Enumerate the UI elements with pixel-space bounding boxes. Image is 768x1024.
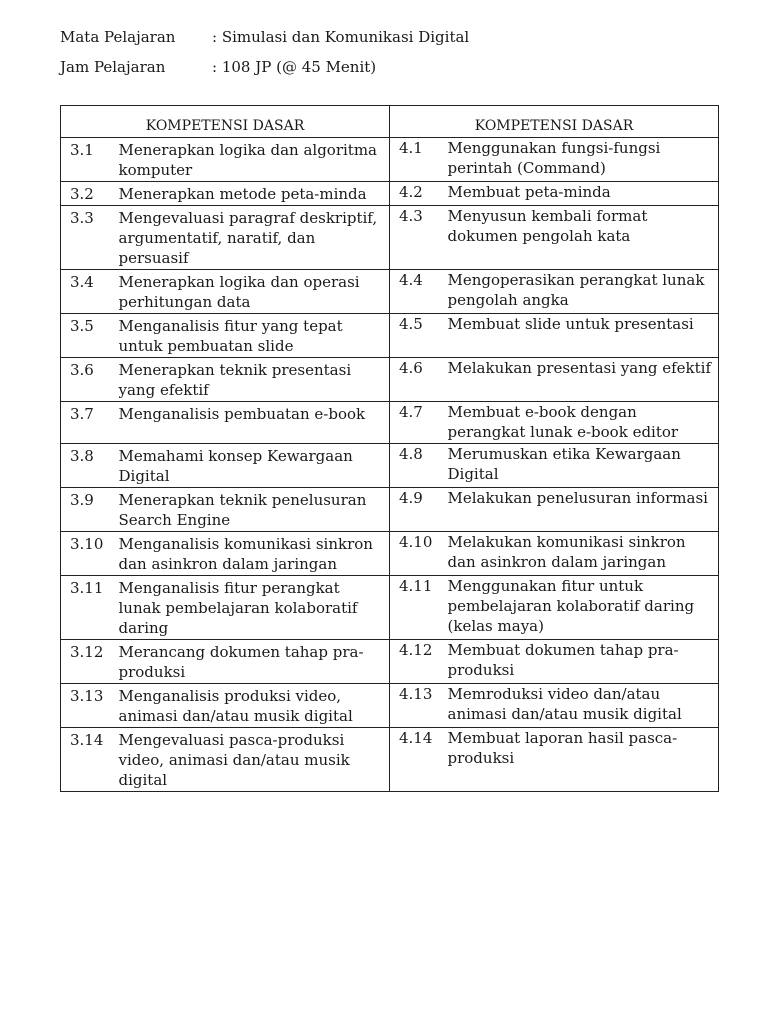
column-header-right: KOMPETENSI DASAR xyxy=(390,106,719,138)
left-kd-number: 3.7 xyxy=(61,402,115,444)
table-row xyxy=(61,182,719,206)
left-kd-number: 3.10 xyxy=(61,532,115,576)
table-row xyxy=(61,402,719,444)
hours-value: : 108 JP (@ 45 Menit) xyxy=(212,58,377,76)
right-kd-text: Membuat laporan hasil pasca-produksi xyxy=(444,728,719,792)
right-kd-text: Menyusun kembali format dokumen pengolah kata xyxy=(444,206,719,270)
left-kd-number: 3.3 xyxy=(61,206,115,270)
left-kd-number: 3.13 xyxy=(61,684,115,728)
right-kd-text: Menggunakan fitur untuk pembelajaran kolaboratif daring (kelas maya) xyxy=(444,576,719,640)
right-kd-number: 4.6 xyxy=(390,358,444,402)
right-kd-text: Melakukan penelusuran informasi xyxy=(444,488,719,532)
competency-table xyxy=(60,105,719,792)
right-kd-number: 4.1 xyxy=(390,138,444,182)
left-kd-text: Menganalisis produksi video, animasi dan/atau musik digital xyxy=(115,684,390,728)
right-kd-number: 4.8 xyxy=(390,444,444,488)
left-kd-number: 3.14 xyxy=(61,728,115,792)
right-kd-number: 4.5 xyxy=(390,314,444,358)
subject-row xyxy=(60,22,469,52)
left-kd-number: 3.1 xyxy=(61,138,115,182)
table-row xyxy=(61,270,719,314)
table-row xyxy=(61,576,719,640)
right-kd-number: 4.3 xyxy=(390,206,444,270)
right-kd-number: 4.2 xyxy=(390,182,444,206)
left-kd-text: Memahami konsep Kewargaan Digital xyxy=(115,444,390,488)
right-kd-text: Merumuskan etika Kewargaan Digital xyxy=(444,444,719,488)
right-kd-number: 4.11 xyxy=(390,576,444,640)
right-kd-number: 4.9 xyxy=(390,488,444,532)
table-header-row xyxy=(61,106,719,138)
table-row xyxy=(61,728,719,792)
table-row xyxy=(61,488,719,532)
right-kd-number: 4.4 xyxy=(390,270,444,314)
table-row xyxy=(61,532,719,576)
table-row xyxy=(61,444,719,488)
right-kd-number: 4.7 xyxy=(390,402,444,444)
right-kd-number: 4.13 xyxy=(390,684,444,728)
right-kd-text: Melakukan komunikasi sinkron dan asinkron dalam jaringan xyxy=(444,532,719,576)
table-row xyxy=(61,314,719,358)
left-kd-text: Mengevaluasi paragraf deskriptif, argumentatif, naratif, dan persuasif xyxy=(115,206,390,270)
left-kd-text: Menerapkan teknik penelusuran Search Engine xyxy=(115,488,390,532)
left-kd-text: Menganalisis fitur yang tepat untuk pembuatan slide xyxy=(115,314,390,358)
left-kd-text: Menerapkan logika dan algoritma komputer xyxy=(115,138,390,182)
left-kd-number: 3.8 xyxy=(61,444,115,488)
table-body xyxy=(61,138,719,792)
right-kd-text: Membuat dokumen tahap pra-produksi xyxy=(444,640,719,684)
left-kd-number: 3.5 xyxy=(61,314,115,358)
right-kd-text: Menggunakan fungsi-fungsi perintah (Command) xyxy=(444,138,719,182)
table-row xyxy=(61,684,719,728)
right-kd-number: 4.10 xyxy=(390,532,444,576)
left-kd-number: 3.12 xyxy=(61,640,115,684)
left-kd-text: Menganalisis komunikasi sinkron dan asinkron dalam jaringan xyxy=(115,532,390,576)
right-kd-text: Membuat e-book dengan perangkat lunak e-book editor xyxy=(444,402,719,444)
hours-label: Jam Pelajaran xyxy=(60,58,166,76)
right-kd-text: Mengoperasikan perangkat lunak pengolah angka xyxy=(444,270,719,314)
left-kd-text: Menerapkan logika dan operasi perhitungan data xyxy=(115,270,390,314)
left-kd-text: Menganalisis pembuatan e-book xyxy=(115,402,390,444)
table-row xyxy=(61,206,719,270)
table-row xyxy=(61,138,719,182)
column-header-left: KOMPETENSI DASAR xyxy=(61,106,390,138)
left-kd-number: 3.9 xyxy=(61,488,115,532)
left-kd-number: 3.11 xyxy=(61,576,115,640)
left-kd-text: Menerapkan teknik presentasi yang efektif xyxy=(115,358,390,402)
right-kd-text: Membuat peta-minda xyxy=(444,182,719,206)
right-kd-number: 4.14 xyxy=(390,728,444,792)
left-kd-text: Menganalisis fitur perangkat lunak pembelajaran kolaboratif daring xyxy=(115,576,390,640)
hours-row xyxy=(60,52,469,82)
left-kd-text: Mengevaluasi pasca-produksi video, animasi dan/atau musik digital xyxy=(115,728,390,792)
subject-value: : Simulasi dan Komunikasi Digital xyxy=(212,28,470,46)
right-kd-text: Membuat slide untuk presentasi xyxy=(444,314,719,358)
document-header xyxy=(60,22,469,82)
right-kd-text: Memroduksi video dan/atau animasi dan/atau musik digital xyxy=(444,684,719,728)
left-kd-text: Merancang dokumen tahap pra-produksi xyxy=(115,640,390,684)
left-kd-text: Menerapkan metode peta-minda xyxy=(115,182,390,206)
left-kd-number: 3.2 xyxy=(61,182,115,206)
subject-label: Mata Pelajaran xyxy=(60,28,176,46)
right-kd-text: Melakukan presentasi yang efektif xyxy=(444,358,719,402)
left-kd-number: 3.4 xyxy=(61,270,115,314)
left-kd-number: 3.6 xyxy=(61,358,115,402)
right-kd-number: 4.12 xyxy=(390,640,444,684)
table-row xyxy=(61,640,719,684)
table-row xyxy=(61,358,719,402)
